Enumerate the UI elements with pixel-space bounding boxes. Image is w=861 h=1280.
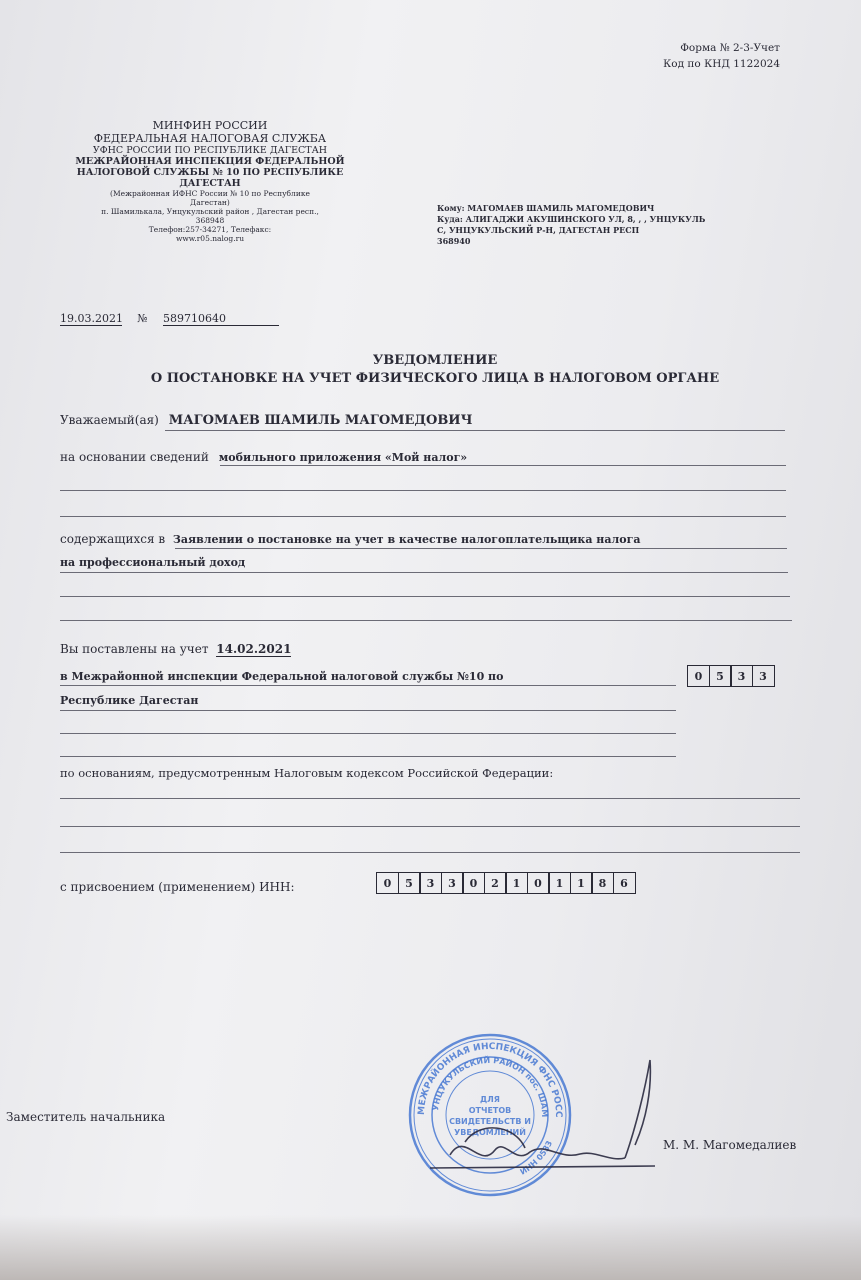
- inn-digit: 1: [548, 872, 571, 894]
- contained-label: содержащихся в: [60, 532, 166, 546]
- inn-label: с присвоением (применением) ИНН:: [60, 880, 295, 894]
- title-line-2: О ПОСТАНОВКЕ НА УЧЕТ ФИЗИЧЕСКОГО ЛИЦА В НАЛОГОВОМ ОРГАНЕ: [150, 371, 720, 386]
- contained-value-1: Заявлении о постановке на учет в качестве налогоплательщика налога: [172, 533, 641, 546]
- office-code-digit: 5: [709, 665, 732, 687]
- recipient-postcode: 368940: [437, 236, 471, 246]
- stamp-center-2: ОТЧЕТОВ: [468, 1106, 512, 1115]
- form-code: [640, 40, 780, 72]
- stamp-center-1: ДЛЯ: [480, 1095, 500, 1104]
- blank-line-4: [60, 620, 792, 621]
- stamp-inn-text: ИНН 0533: [518, 1139, 555, 1177]
- office-underline-2: [60, 710, 676, 711]
- blank-line-3: [60, 596, 790, 597]
- basis-label: на основании сведений: [60, 450, 209, 464]
- recipient-address-1: Куда: АЛИГАДЖИ АКУШИНСКОГО УЛ, 8, , , УНЦУКУЛЬ: [437, 214, 706, 224]
- inn-digit: 3: [419, 872, 442, 894]
- handwritten-signature: [420, 1050, 670, 1180]
- blank-line-7: [60, 798, 800, 799]
- doc-number: 589710640: [163, 312, 279, 326]
- signatory-position: Заместитель начальника: [6, 1110, 166, 1124]
- basis-row: [60, 450, 467, 464]
- sender-short-name-2: Дагестан): [190, 198, 230, 207]
- inn-digit: 0: [462, 872, 485, 894]
- inn-digit: 2: [484, 872, 507, 894]
- inn-digit: 0: [527, 872, 550, 894]
- registered-date: 14.02.2021: [216, 642, 292, 656]
- office-underline-1: [60, 685, 676, 686]
- sender-short-name-1: (Межрайонная ИФНС России № 10 по Республике: [110, 189, 310, 198]
- inn-digit: 6: [613, 872, 636, 894]
- inn-digit: 3: [441, 872, 464, 894]
- sender-inspection-3: ДАГЕСТАН: [179, 178, 241, 189]
- sender-inspection-1: МЕЖРАЙОННАЯ ИНСПЕКЦИЯ ФЕДЕРАЛЬНОЙ: [75, 156, 345, 167]
- greeting-row: [60, 413, 472, 428]
- sender-service: ФЕДЕРАЛЬНАЯ НАЛОГОВАЯ СЛУЖБА: [93, 131, 327, 145]
- basis-underline: [220, 465, 786, 466]
- sender-block: [60, 120, 360, 243]
- inn-digit: 1: [505, 872, 528, 894]
- sender-website: www.r05.nalog.ru: [175, 234, 245, 243]
- recipient-name: Кому: МАГОМАЕВ ШАМИЛЬ МАГОМЕДОВИЧ: [437, 203, 655, 213]
- blank-line-2: [60, 516, 786, 517]
- recipient-block: [437, 203, 767, 247]
- stamp-center-4: УВЕДОМЛЕНИЙ: [454, 1128, 526, 1137]
- doc-date-number: [60, 312, 279, 326]
- blank-line-5: [60, 733, 676, 734]
- sender-ufns: УФНС РОССИИ ПО РЕСПУБЛИКЕ ДАГЕСТАН: [92, 145, 328, 156]
- page-shadow: [0, 1215, 861, 1280]
- stamp-ring-text-2: УНЦУКУЛЬСКИЙ РАЙОН пос. ШАМ: [431, 1055, 550, 1118]
- sender-postcode: 368948: [195, 216, 225, 225]
- office-line-1: в Межрайонной инспекции Федеральной налоговой службы №10 по: [60, 670, 504, 683]
- sender-address: п. Шамилькала, Унцукульский район , Дагестан респ.,: [101, 207, 319, 216]
- blank-line-8: [60, 826, 800, 827]
- doc-number-label: №: [137, 312, 148, 325]
- inn-digit: 0: [376, 872, 399, 894]
- sender-phone: Телефон:257-34271, Телефакс:: [148, 225, 272, 234]
- form-number: Форма № 2-3-Учет: [680, 42, 780, 54]
- inn-digit: 8: [591, 872, 614, 894]
- contained-row: [60, 532, 640, 546]
- document-title: [90, 352, 780, 388]
- office-code-cells: [687, 665, 773, 687]
- greeting-name: МАГОМАЕВ ШАМИЛЬ МАГОМЕДОВИЧ: [168, 413, 473, 428]
- greeting-label: Уважаемый(ая): [60, 413, 159, 427]
- inn-cells: [376, 872, 634, 894]
- blank-line-9: [60, 852, 800, 853]
- office-line-2: Республике Дагестан: [60, 694, 199, 707]
- registered-row: [60, 642, 291, 657]
- blank-line-1: [60, 490, 786, 491]
- contained-underline-1: [175, 548, 787, 549]
- office-code-digit: 3: [752, 665, 775, 687]
- sender-ministry: МИНФИН РОССИИ: [152, 119, 268, 132]
- stamp-ring-text: МЕЖРАЙОННАЯ ИНСПЕКЦИЯ ФНС РОСС: [416, 1041, 564, 1118]
- basis-value: мобильного приложения «Мой налог»: [218, 451, 468, 464]
- office-code-digit: 0: [687, 665, 710, 687]
- contained-value-2: на профессиональный доход: [60, 556, 246, 569]
- registered-label: Вы поставлены на учет: [60, 642, 209, 656]
- doc-date: 19.03.2021: [60, 312, 123, 325]
- inn-digit: 1: [570, 872, 593, 894]
- recipient-address-2: С, УНЦУКУЛЬСКИЙ Р-Н, ДАГЕСТАН РЕСП: [437, 225, 640, 235]
- knd-code: Код по КНД 1122024: [663, 58, 780, 70]
- signatory-name: М. М. Магомедалиев: [663, 1138, 797, 1152]
- title-line-1: УВЕДОМЛЕНИЕ: [372, 353, 498, 368]
- blank-line-6: [60, 756, 676, 757]
- contained-underline-2: [60, 572, 788, 573]
- inn-digit: 5: [398, 872, 421, 894]
- stamp-center-3: СВИДЕТЕЛЬСТВ И: [449, 1117, 531, 1126]
- grounds-text: по основаниям, предусмотренным Налоговым кодексом Российской Федерации:: [60, 766, 554, 780]
- sender-inspection-2: НАЛОГОВОЙ СЛУЖБЫ № 10 ПО РЕСПУБЛИКЕ: [76, 167, 344, 178]
- office-code-digit: 3: [730, 665, 753, 687]
- greeting-underline: [165, 430, 785, 431]
